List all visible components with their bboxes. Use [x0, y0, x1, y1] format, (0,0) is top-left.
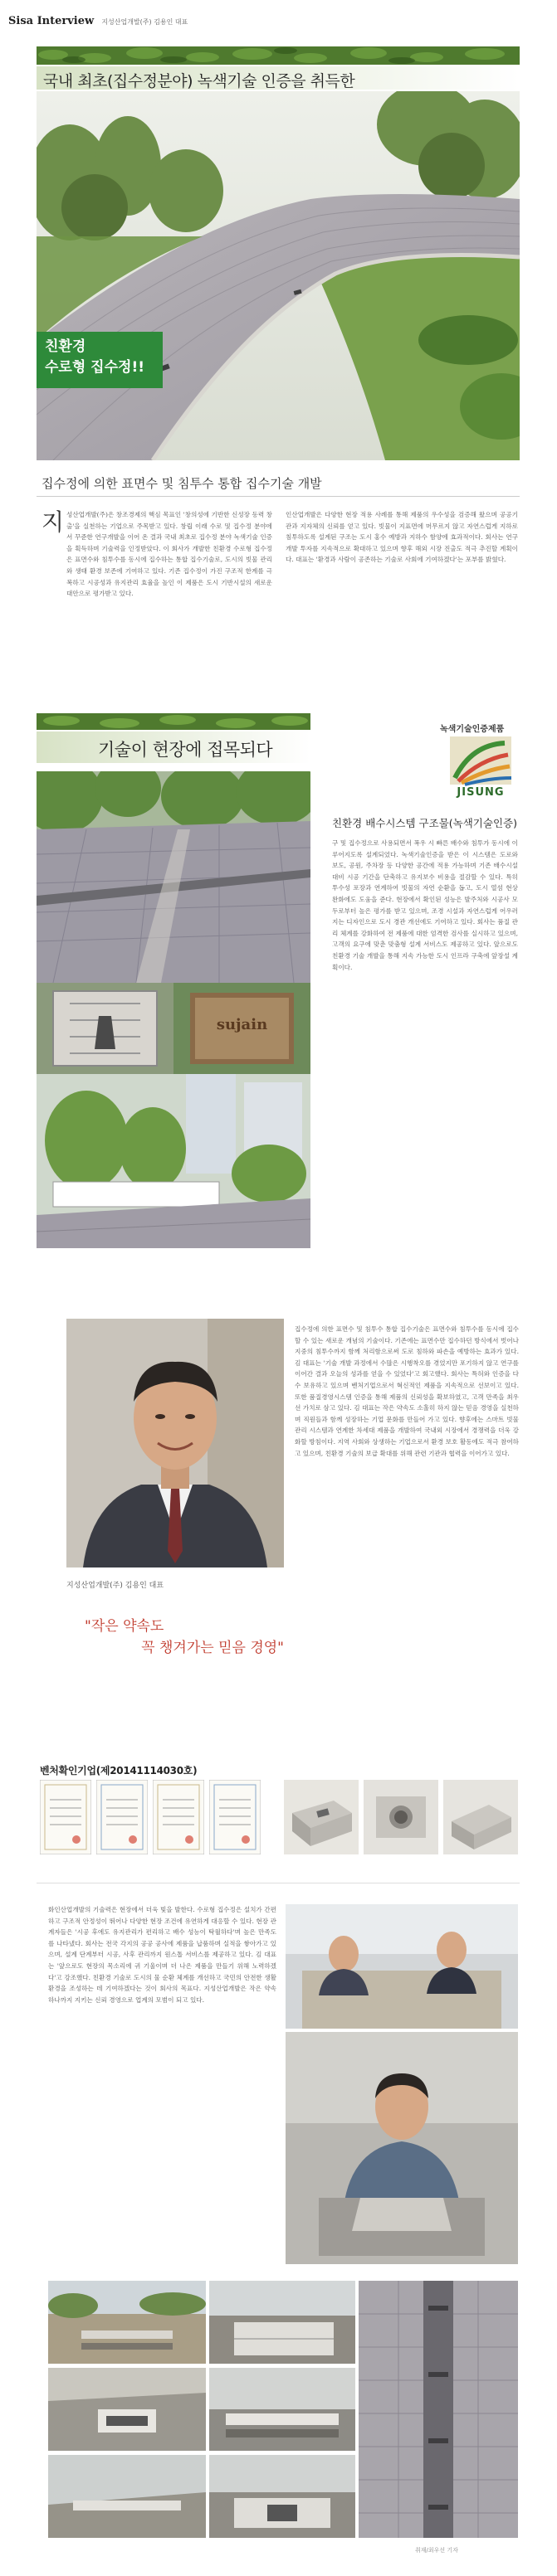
badge-line1: 친환경 [45, 338, 86, 355]
cert-label: 녹색기술인증제품 [440, 725, 505, 734]
pull-quote [66, 1616, 284, 1659]
construction-site-photo-1 [48, 2281, 206, 2364]
construction-site-photo-3 [48, 2368, 206, 2451]
construction-site-photo-2 [209, 2281, 355, 2364]
ceo-portrait-photo [66, 1319, 284, 1567]
magazine-brand: Sisa Interview [8, 15, 95, 27]
section1-column2: 인산업개발은 다양한 현장 적용 사례를 통해 제품의 우수성을 검증해 왔으며 공공기관과 지자체의 신뢰를 얻고 있다. 빗물이 지표면에 머무르지 않고 자연스럽게 지하로 침투하도록 설계된 구조는 도시 홍수 예방과 지하수 함양에 효과적이다. 회사는 연구개발 투자를 지속적으로 확대하고 있으며 향후 해외 시장 진출도 적극 추진할 계획이다. 대표는 '환경과 사람이 공존하는 기술로 사회에 기여하겠다'는 포부를 밝혔다. [286, 511, 518, 564]
installed-drain-photo [37, 771, 310, 983]
section4-body: 화인산업개발의 기술력은 현장에서 더욱 빛을 발한다. 수로형 집수정은 설치가 간편하고 구조적 안정성이 뛰어나 다양한 현장 조건에 유연하게 대응할 수 있다. 현장 관계자들은 '시공 후에도 유지관리가 편리하고 배수 성능이 탁월하다'며 높은 만족도를 나타냈다. 회사는 전국 각지의 공공 공사에 제품을 납품하며 실적을 쌓아가고 있으며, 설계 단계부터 시공, 사후 관리까지 원스톱 서비스를 제공하고 있다. 김 대표는 '앞으로도 현장의 목소리에 귀 기울이며 더 나은 제품을 만들기 위해 노력하겠다'고 강조했다. 친환경 기술로 도시의 물 순환 체계를 개선하고 국민의 안전한 생활 환경을 조성하는 데 기여하겠다는 것이 회사의 목표다. 지성산업개발은 작은 약속 하나까지 지키는 신뢰 경영으로 업계의 모범이 되고 있다. [48, 1906, 276, 2004]
venture-label: 벤처확인기업(제20141114030호) [40, 1765, 198, 1776]
quote-line1: "작은 약속도 [85, 1618, 164, 1635]
eco-badge [37, 332, 163, 388]
leaf-banner-image [37, 46, 520, 65]
sign-text: sujain [216, 1016, 268, 1033]
product-block-photo-1 [284, 1780, 359, 1854]
logo-text: JISUNG [457, 786, 505, 799]
section1-headline: 국내 최초(집수정분야) 녹색기술 인증을 취득한 [43, 72, 355, 90]
construction-site-photo-4 [209, 2368, 355, 2451]
section2-body: 구 및 집수정으로 사용되면서 폭우 시 빠른 배수와 침투가 동시에 이루어지도록 설계되었다. 녹색기술인증을 받은 이 시스템은 도로와 보도, 공원, 주차장 등 다양한 공간에 적용 가능하며 기존 배수시설 대비 시공 기간을 단축하고 유지보수 비용을 절감할 수 있다. 특히 투수성 포장과 연계하여 빗물의 자연 순환을 돕고, 도시 열섬 현상 완화에도 도움을 준다. 현장에서 확인된 성능은 발주처와 시공사 모두로부터 높은 평가를 받고 있으며, 조경 시설과 자연스럽게 어우러지는 디자인으로 도시 경관 개선에도 기여하고 있다. 회사는 품질 관리 체계를 강화하여 전 제품에 대한 엄격한 검사를 실시하고 있으며, 고객의 요구에 맞춘 맞춤형 설계 서비스도 제공하고 있다. 앞으로도 친환경 기술 개발을 통해 지속 가능한 도시 인프라 구축에 앞장설 계획이다. [332, 839, 518, 971]
badge-line2: 수로형 집수정!! [45, 359, 144, 376]
product-block-photo-3 [443, 1780, 518, 1854]
ceo-with-product-photo [286, 2032, 518, 2264]
section2-leaf-strip [37, 713, 310, 730]
header-subtitle: 지성산업개발(주) 김용인 대표 [101, 18, 188, 26]
dropcap: 지 [42, 508, 65, 536]
reporter-credit: 취재/최우선 기자 [415, 2547, 458, 2554]
subheadline-divider [37, 496, 520, 497]
section3-body: 집수정에 의한 표면수 및 침투수 통합 집수기술은 표면수와 침투수를 동시에 집수할 수 있는 새로운 개념의 기술이다. 기존에는 표면수만 집수하던 방식에서 벗어나 지중의 침투수까지 함께 처리함으로써 도로 침하와 파손을 예방하는 효과가 있다. 김 대표는 '기술 개발 과정에서 수많은 시행착오를 겪었지만 포기하지 않고 연구를 이어간 결과 오늘의 성과를 얻을 수 있었다'고 회고했다. 회사는 특허와 인증을 다수 보유하고 있으며 벤처기업으로서 혁신적인 제품을 지속적으로 선보이고 있다. 또한 품질경영시스템 인증을 통해 제품의 신뢰성을 확보하였고, 고객 만족을 최우선 가치로 삼고 있다. 김 대표는 작은 약속도 소홀히 하지 않는 믿음 경영을 실천하며 직원들과 함께 성장하는 기업 문화를 만들어 가고 있다. 향후에는 스마트 빗물 관리 시스템과 연계한 차세대 제품을 개발하여 국내외 시장에서 경쟁력을 더욱 강화할 방침이다. 지역 사회와 상생하는 기업으로서 환경 보호 활동에도 적극 참여하고 있으며, 친환경 기술의 보급 확대를 위해 관련 기관과 협력을 이어가고 있다. [295, 1325, 519, 1457]
jisung-logo [447, 736, 515, 801]
section1-column1: 성산업개발(주)은 창조경제의 핵심 목표인 '창의성에 기반한 신성장 동력 창출'을 실천하는 기업으로 주목받고 있다. 창립 이래 수로 및 집수정 분야에서 꾸준한 연구개발을 이어 온 결과 국내 최초로 집수정 분야 녹색기술 인증을 획득하며 기술력을 인정받았다. 이 회사가 개발한 친환경 수로형 집수정은 표면수와 침투수를 동시에 집수하는 통합 집수기술로, 도시의 빗물 관리와 생태 환경 보존에 기여하고 있다. 기존 집수정이 가진 구조적 한계를 극복하고 시공성과 유지관리 효율을 높인 이 제품은 도시 기반시설의 새로운 대안으로 평가받고 있다. [66, 511, 272, 598]
product-title: 친환경 배수시스템 구조물(녹색기술인증) [332, 817, 517, 829]
park-site-photo [37, 1074, 310, 1248]
sign-photo [173, 983, 310, 1074]
main-paving-photo [37, 91, 520, 460]
page-header [8, 12, 548, 28]
certificate-3 [153, 1780, 204, 1854]
certificate-1 [40, 1780, 91, 1854]
paving-closeup-photo [359, 2281, 518, 2538]
quote-line2: 꼭 챙겨가는 믿음 경영" [141, 1640, 284, 1656]
meeting-photo [286, 1904, 518, 2029]
drain-cover-photo [37, 983, 173, 1074]
construction-site-photo-6 [209, 2455, 355, 2538]
section2-headline: 기술이 현장에 접목되다 [98, 740, 273, 760]
certificate-2 [96, 1780, 148, 1854]
portrait-caption: 지성산업개발(주) 김용인 대표 [66, 1582, 164, 1590]
certificate-4 [209, 1780, 261, 1854]
product-block-photo-2 [364, 1780, 438, 1854]
section1-subheadline: 집수정에 의한 표면수 및 침투수 통합 집수기술 개발 [42, 476, 322, 491]
construction-site-photo-5 [48, 2455, 206, 2538]
